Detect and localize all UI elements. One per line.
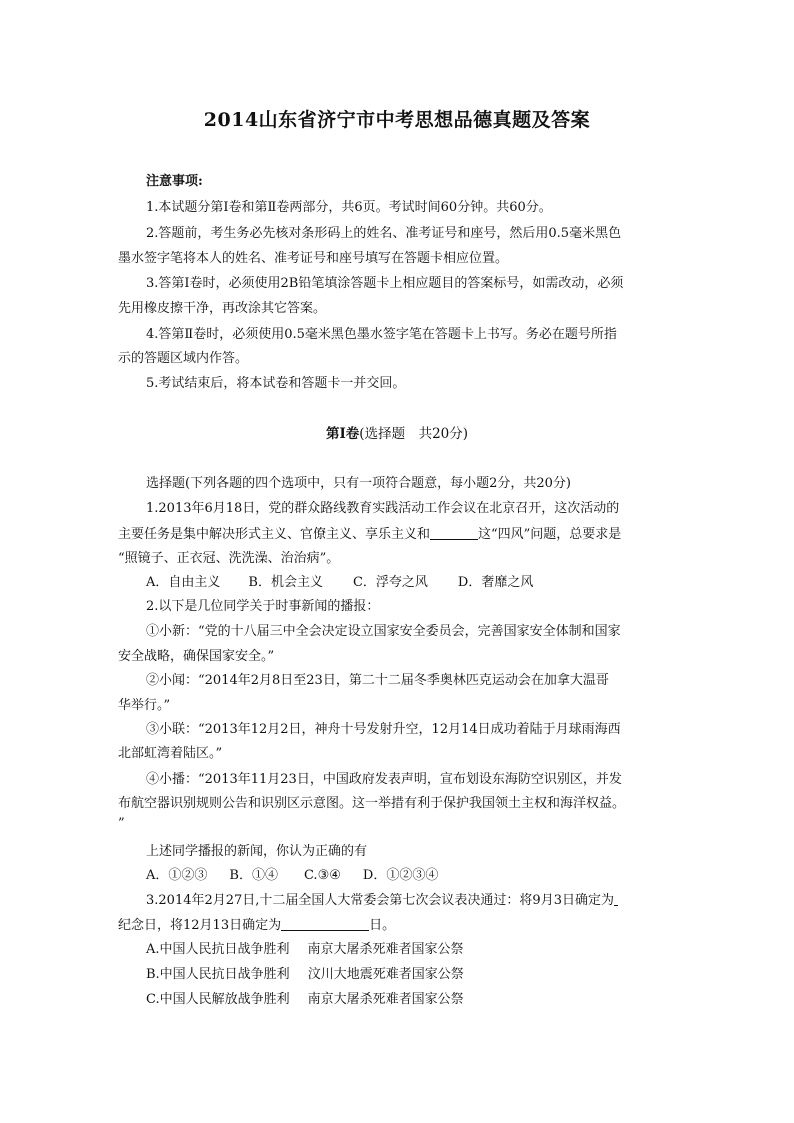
q3-option [146, 941, 678, 959]
answer-blank [614, 891, 618, 906]
page-title: 2014山东省济宁市中考思想品德真题及答案 [203, 109, 591, 131]
answer-blank [281, 916, 369, 931]
q3-line [146, 891, 678, 910]
q3-text: 日。 [369, 918, 396, 933]
notice-item: 4.答第Ⅱ卷时，必须使用0.5毫米黑色墨水签字笔在答题卡上书写。务必在题号所指 [146, 327, 617, 342]
option: C.③④ [303, 868, 341, 883]
section-title [0, 425, 794, 443]
notice-item: 墨水签字笔将本人的姓名、准考证号和座号填写在答题卡相应位置。 [118, 251, 509, 266]
q3-option [146, 991, 678, 1009]
option: B．机会主义 [248, 575, 323, 590]
notice-item: 1.本试题分第Ⅰ卷和第Ⅱ卷两部分，共6页。考试时间60分钟。共60分。 [146, 200, 552, 215]
option-detail: 南京大屠杀死难者国家公祭 [307, 992, 464, 1007]
notice-item: 5.考试结束后，将本试卷和答题卡一并交回。 [146, 376, 406, 391]
q3-line [118, 916, 678, 935]
answer-blank [430, 525, 478, 540]
option: C．浮夸之风 [352, 575, 428, 590]
section-title-bold: 第Ⅰ卷 [325, 426, 360, 442]
q2-line: 安全战略，确保国家安全。” [118, 649, 275, 664]
option-detail: 汶川大地震死难者国家公祭 [307, 967, 464, 982]
q2-line: 华举行。” [118, 698, 171, 713]
q2-line: 布航空器识别规则公告和识别区示意图。这一举措有利于保护我国领土主权和海洋权益。 [118, 796, 626, 811]
q1-options [146, 574, 678, 592]
q2-question: 上述同学播报的新闻，你认为正确的有 [146, 844, 368, 859]
notice-heading: 注意事项: [146, 174, 203, 189]
q2-line: ④小播：“2013年11月23日，中国政府发表声明，宣布划设东海防空识别区，并发 [146, 772, 622, 787]
option-label: A.中国人民抗日战争胜利 [146, 942, 290, 957]
section-title-rest: (选择题 共20分) [359, 426, 469, 442]
q3-option [146, 966, 678, 984]
q2-line: 北部虹湾着陆区。” [118, 746, 223, 761]
option-label: C.中国人民解放战争胜利 [146, 992, 290, 1007]
q1-line: “照镜子、正衣冠、洗洗澡、治治病”。 [118, 551, 340, 566]
q3-text: 3.2014年2月27日,十二届全国人大常委会第七次会议表决通过：将9月3日确定为 [146, 893, 614, 908]
choice-intro: 选择题(下列各题的四个选项中，只有一项符合题意，每小题2分，共20分) [146, 476, 571, 491]
option: D．奢靡之风 [457, 575, 534, 590]
option: A．①②③ [146, 868, 208, 883]
notice-item: 3.答第Ⅰ卷时，必须使用2B铅笔填涂答题卡上相应题目的答案标号，如需改动，必须 [146, 276, 624, 291]
option: B．①④ [229, 868, 278, 883]
q2-line: ①小新：“党的十八届三中全会决定设立国家安全委员会，完善国家安全体制和国家 [146, 624, 621, 639]
q2-stem: 2.以下是几位同学关于时事新闻的播报： [146, 599, 380, 614]
q2-line: ②小闻：“2014年2月8日至23日，第二十二届冬季奥林匹克运动会在加拿大温哥 [146, 673, 609, 688]
q2-line: ③小联：“2013年12月2日，神舟十号发射升空，12月14日成功着陆于月球雨海西 [146, 722, 621, 737]
q2-options [146, 867, 678, 885]
notice-item: 示的答题区域内作答。 [118, 351, 249, 366]
option: A．自由主义 [146, 575, 221, 590]
q2-line: ” [118, 816, 125, 831]
notice-item: 2.答题前，考生务必先核对条形码上的姓名、准考证号和座号，然后用0.5毫米黑色 [146, 226, 622, 241]
q1-text: 这“四风”问题，总要求是 [478, 527, 622, 542]
q3-text: 纪念日，将12月13日确定为 [118, 918, 282, 933]
option: D．①②③④ [362, 868, 439, 883]
q1-line: 1.2013年6月18日，党的群众路线教育实践活动工作会议在北京召开，这次活动的 [146, 501, 620, 516]
option-detail: 南京大屠杀死难者国家公祭 [307, 942, 464, 957]
option-label: B.中国人民抗日战争胜利 [146, 967, 290, 982]
notice-item: 先用橡皮擦干净，再改涂其它答案。 [118, 301, 327, 316]
q1-text: 主要任务是集中解决形式主义、官僚主义、享乐主义和 [118, 527, 431, 542]
q1-line [118, 525, 678, 544]
